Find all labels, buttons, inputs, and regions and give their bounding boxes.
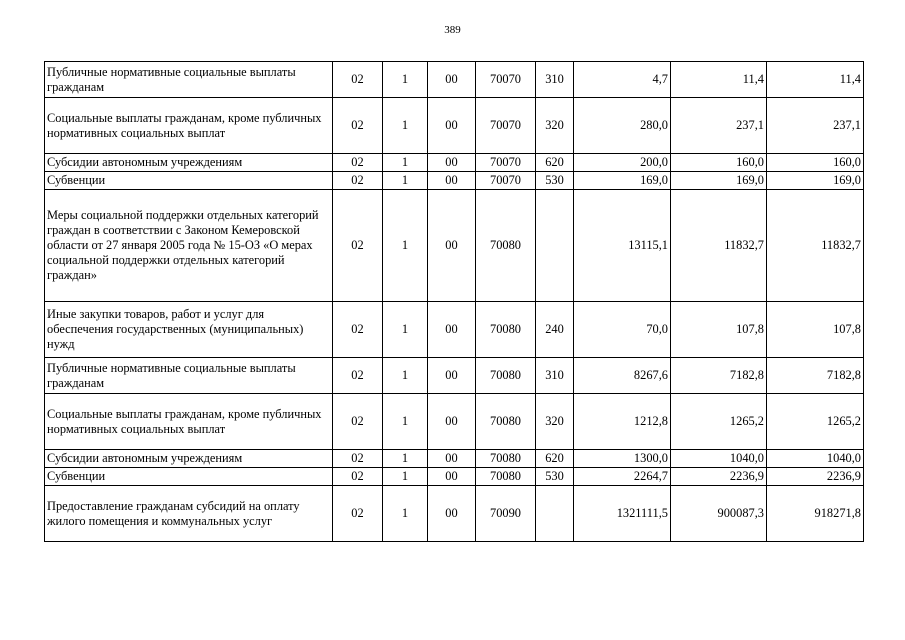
row-name-cell: Социальные выплаты гражданам, кроме публичных нормативных социальных выплат: [45, 394, 333, 450]
program-code-cell: 1: [383, 190, 428, 302]
section-code-cell: 02: [333, 302, 383, 358]
section-code-cell: 02: [333, 172, 383, 190]
target-code-cell: 70070: [476, 62, 536, 98]
expense-type-cell: 310: [536, 358, 574, 394]
subprogram-code-cell: 00: [428, 468, 476, 486]
program-code-cell: 1: [383, 394, 428, 450]
row-name-cell: Меры социальной поддержки отдельных категорий граждан в соответствии с Законом Кемеровской области от 27 января 2005 года № 15-ОЗ «О мерах социальной поддержки отдельных категорий граждан»: [45, 190, 333, 302]
section-code-cell: 02: [333, 62, 383, 98]
amount-year3-cell: 1265,2: [767, 394, 864, 450]
row-name-cell: Публичные нормативные социальные выплаты гражданам: [45, 358, 333, 394]
row-name-cell: Публичные нормативные социальные выплаты гражданам: [45, 62, 333, 98]
section-code-cell: 02: [333, 190, 383, 302]
row-name-cell: Субвенции: [45, 172, 333, 190]
section-code-cell: 02: [333, 486, 383, 542]
expense-type-cell: 310: [536, 62, 574, 98]
amount-year3-cell: 169,0: [767, 172, 864, 190]
amount-year1-cell: 2264,7: [574, 468, 671, 486]
row-name-cell: Субвенции: [45, 468, 333, 486]
subprogram-code-cell: 00: [428, 486, 476, 542]
row-name-cell: Социальные выплаты гражданам, кроме публичных нормативных социальных выплат: [45, 98, 333, 154]
amount-year2-cell: 237,1: [671, 98, 767, 154]
table-row: [45, 394, 864, 450]
expense-type-cell: 530: [536, 468, 574, 486]
subprogram-code-cell: 00: [428, 190, 476, 302]
amount-year1-cell: 1212,8: [574, 394, 671, 450]
subprogram-code-cell: 00: [428, 154, 476, 172]
amount-year3-cell: 11,4: [767, 62, 864, 98]
amount-year2-cell: 900087,3: [671, 486, 767, 542]
program-code-cell: 1: [383, 450, 428, 468]
target-code-cell: 70070: [476, 172, 536, 190]
amount-year2-cell: 2236,9: [671, 468, 767, 486]
table-row: [45, 190, 864, 302]
expense-type-cell: [536, 486, 574, 542]
target-code-cell: 70070: [476, 154, 536, 172]
amount-year1-cell: 1300,0: [574, 450, 671, 468]
subprogram-code-cell: 00: [428, 172, 476, 190]
program-code-cell: 1: [383, 302, 428, 358]
amount-year1-cell: 169,0: [574, 172, 671, 190]
target-code-cell: 70080: [476, 394, 536, 450]
table-row: [45, 486, 864, 542]
amount-year2-cell: 169,0: [671, 172, 767, 190]
table-row: [45, 154, 864, 172]
section-code-cell: 02: [333, 98, 383, 154]
table-row: [45, 98, 864, 154]
table-row: [45, 172, 864, 190]
amount-year1-cell: 280,0: [574, 98, 671, 154]
row-name-cell: Субсидии автономным учреждениям: [45, 154, 333, 172]
subprogram-code-cell: 00: [428, 98, 476, 154]
table-body: [45, 62, 864, 542]
amount-year1-cell: 70,0: [574, 302, 671, 358]
amount-year3-cell: 237,1: [767, 98, 864, 154]
amount-year3-cell: 107,8: [767, 302, 864, 358]
amount-year2-cell: 11,4: [671, 62, 767, 98]
expense-type-cell: 620: [536, 450, 574, 468]
amount-year3-cell: 918271,8: [767, 486, 864, 542]
amount-year1-cell: 1321111,5: [574, 486, 671, 542]
subprogram-code-cell: 00: [428, 302, 476, 358]
expense-type-cell: 320: [536, 98, 574, 154]
amount-year3-cell: 7182,8: [767, 358, 864, 394]
row-name-cell: Субсидии автономным учреждениям: [45, 450, 333, 468]
amount-year3-cell: 11832,7: [767, 190, 864, 302]
subprogram-code-cell: 00: [428, 358, 476, 394]
section-code-cell: 02: [333, 358, 383, 394]
amount-year3-cell: 1040,0: [767, 450, 864, 468]
program-code-cell: 1: [383, 468, 428, 486]
table-row: [45, 450, 864, 468]
table-row: [45, 62, 864, 98]
amount-year2-cell: 7182,8: [671, 358, 767, 394]
expense-type-cell: 320: [536, 394, 574, 450]
amount-year1-cell: 4,7: [574, 62, 671, 98]
amount-year3-cell: 160,0: [767, 154, 864, 172]
table-row: [45, 302, 864, 358]
target-code-cell: 70080: [476, 190, 536, 302]
expense-type-cell: [536, 190, 574, 302]
amount-year1-cell: 13115,1: [574, 190, 671, 302]
amount-year1-cell: 8267,6: [574, 358, 671, 394]
section-code-cell: 02: [333, 394, 383, 450]
target-code-cell: 70080: [476, 450, 536, 468]
section-code-cell: 02: [333, 154, 383, 172]
expense-type-cell: 620: [536, 154, 574, 172]
row-name-cell: Иные закупки товаров, работ и услуг для обеспечения государственных (муниципальных) нужд: [45, 302, 333, 358]
program-code-cell: 1: [383, 486, 428, 542]
program-code-cell: 1: [383, 358, 428, 394]
program-code-cell: 1: [383, 98, 428, 154]
expense-type-cell: 240: [536, 302, 574, 358]
expense-type-cell: 530: [536, 172, 574, 190]
amount-year2-cell: 11832,7: [671, 190, 767, 302]
page-number: 389: [444, 24, 461, 36]
amount-year2-cell: 1265,2: [671, 394, 767, 450]
table-row: [45, 468, 864, 486]
section-code-cell: 02: [333, 468, 383, 486]
table-row: [45, 358, 864, 394]
amount-year2-cell: 1040,0: [671, 450, 767, 468]
target-code-cell: 70080: [476, 302, 536, 358]
subprogram-code-cell: 00: [428, 62, 476, 98]
section-code-cell: 02: [333, 450, 383, 468]
amount-year1-cell: 200,0: [574, 154, 671, 172]
target-code-cell: 70070: [476, 98, 536, 154]
subprogram-code-cell: 00: [428, 450, 476, 468]
amount-year2-cell: 107,8: [671, 302, 767, 358]
amount-year2-cell: 160,0: [671, 154, 767, 172]
target-code-cell: 70080: [476, 358, 536, 394]
target-code-cell: 70090: [476, 486, 536, 542]
subprogram-code-cell: 00: [428, 394, 476, 450]
target-code-cell: 70080: [476, 468, 536, 486]
program-code-cell: 1: [383, 172, 428, 190]
program-code-cell: 1: [383, 62, 428, 98]
row-name-cell: Предоставление гражданам субсидий на оплату жилого помещения и коммунальных услуг: [45, 486, 333, 542]
amount-year3-cell: 2236,9: [767, 468, 864, 486]
budget-table: [44, 61, 864, 542]
program-code-cell: 1: [383, 154, 428, 172]
